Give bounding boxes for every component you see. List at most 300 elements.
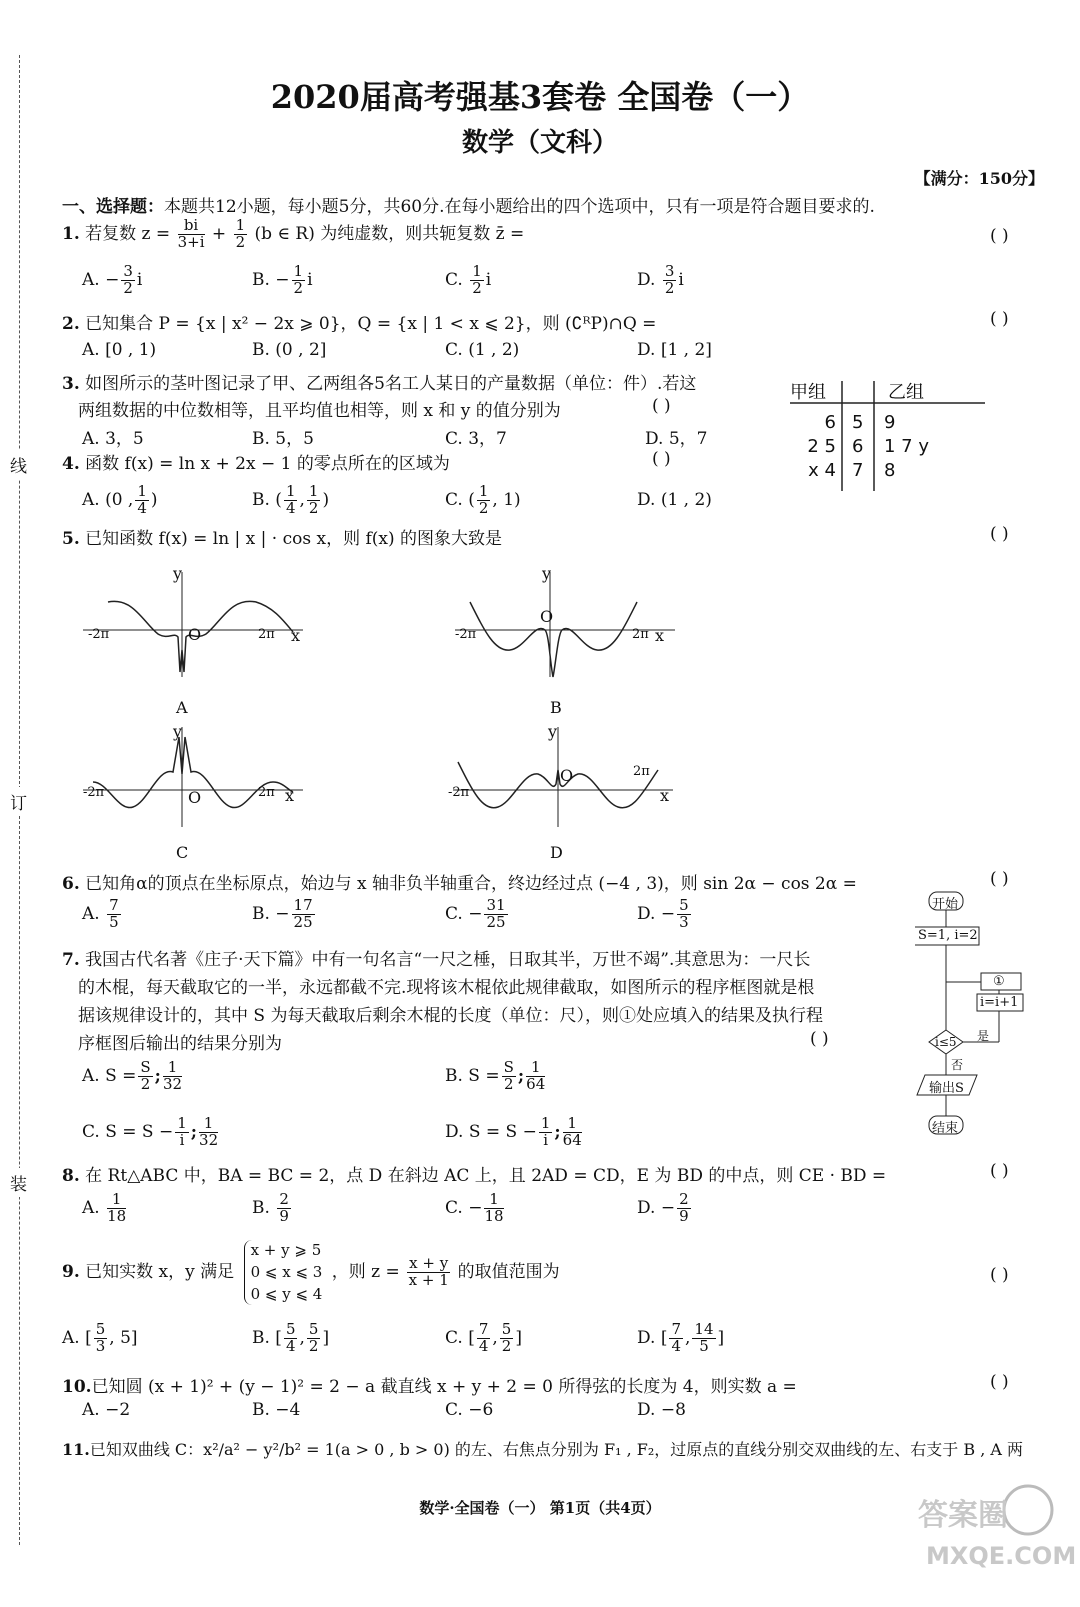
fraction xyxy=(484,1192,503,1225)
answer-bracket[interactable]: ( ) xyxy=(652,396,671,416)
fraction xyxy=(563,1116,582,1149)
question-text: 若复数 z = xyxy=(85,223,171,244)
numerator: 7 xyxy=(671,1320,682,1338)
numerator: 2 xyxy=(279,1190,289,1208)
fraction xyxy=(292,264,306,297)
answer-bracket[interactable]: ( ) xyxy=(990,1265,1009,1285)
option-tail: ] xyxy=(717,1327,725,1348)
question-text: 已知圆 (x + 1)² + (y − 1)² = 2 − a 截直线 x + y + 2 = 0 所得弦的长度为 4，则实数 a = xyxy=(91,1377,797,1397)
denominator: 5 xyxy=(109,912,119,931)
fraction xyxy=(484,898,507,931)
axis-y-label: y xyxy=(173,564,183,583)
right-leaves: 9 xyxy=(884,412,896,433)
origin-label: O xyxy=(188,625,202,644)
tick-neg: -2π xyxy=(448,785,470,800)
fraction xyxy=(669,1322,683,1355)
tick-pos: 2π xyxy=(258,785,275,800)
option-a[interactable]: A. −2 xyxy=(82,1400,131,1420)
option-a[interactable]: A. [0 , 1) xyxy=(82,340,157,360)
comma: , xyxy=(492,1327,498,1348)
numerator: 3 xyxy=(123,262,133,280)
answer-bracket[interactable]: ( ) xyxy=(810,1029,829,1049)
question-text: 已知双曲线 C：x²/a² − y²/b² = 1(a > 0 , b > 0) 的左、右焦点分别为 F₁ , F₂，过原点的直线分别交双曲线的左、右支于 B , A 两 xyxy=(89,1440,1024,1459)
separator: ; xyxy=(154,1065,161,1086)
constraint: 0 ⩽ y ⩽ 4 xyxy=(250,1284,323,1303)
question-text: 函数 f(x) = ln x + 2x − 1 的零点所在的区域为 xyxy=(85,454,450,474)
option-tail: ) xyxy=(150,489,158,510)
numerator: 1 xyxy=(285,482,296,500)
numerator: 1 xyxy=(199,1116,218,1133)
option-a[interactable]: A. 3，5 xyxy=(82,429,144,449)
question-text: 已知实数 x，y 满足 xyxy=(85,1262,235,1283)
numerator: 1 xyxy=(472,262,482,280)
constraint: x + y ⩾ 5 xyxy=(250,1241,322,1259)
denominator: 3 xyxy=(679,912,689,931)
denominator: 32 xyxy=(199,1130,219,1149)
question-8 xyxy=(62,1161,886,1186)
denominator: 2 xyxy=(664,278,675,297)
option-b[interactable]: B. −4 xyxy=(252,1400,301,1420)
flow-blank: ① xyxy=(993,974,1005,989)
option-d[interactable]: D. [1 , 2] xyxy=(637,340,712,360)
option-a[interactable] xyxy=(62,1322,138,1355)
section-heading xyxy=(62,192,875,217)
numerator: 1 xyxy=(308,482,319,500)
separator: ; xyxy=(554,1121,561,1142)
denominator: 18 xyxy=(484,1206,504,1225)
answer-bracket[interactable]: ( ) xyxy=(990,226,1009,246)
option-label: A. [ xyxy=(62,1327,92,1348)
option-label: A. − xyxy=(82,269,120,290)
question-text-tail: 的取值范围为 xyxy=(457,1262,560,1283)
axis-x-label: x xyxy=(285,786,295,805)
fraction xyxy=(135,484,149,517)
question-9 xyxy=(62,1240,560,1305)
watermark-text: MXQE.COM xyxy=(926,1542,1077,1570)
fraction xyxy=(199,1116,218,1149)
question-6 xyxy=(62,869,857,894)
numerator: 1 xyxy=(526,1060,545,1077)
option-b[interactable] xyxy=(252,264,313,297)
question-1 xyxy=(62,218,524,251)
option-label: C. − xyxy=(445,1197,483,1218)
option-label: C. xyxy=(445,269,469,290)
fraction xyxy=(677,1192,691,1225)
flow-init: S=1, i=2 xyxy=(918,928,978,943)
numerator: 7 xyxy=(109,896,119,914)
option-label: C. − xyxy=(445,903,483,924)
numerator: 1 xyxy=(107,1192,126,1209)
numerator: 2 xyxy=(679,1190,689,1208)
binding-char-staple: 订 xyxy=(10,787,27,816)
numerator: S xyxy=(140,1058,151,1076)
denominator: 2 xyxy=(503,1074,514,1093)
numerator: S xyxy=(503,1058,514,1076)
fraction xyxy=(175,1116,189,1149)
denominator: x + 1 xyxy=(408,1271,449,1290)
option-label: B. ( xyxy=(252,489,282,510)
option-label: D. − xyxy=(637,1197,676,1218)
option-d[interactable] xyxy=(637,264,684,297)
option-a[interactable] xyxy=(82,898,123,931)
option-label: C. S = S − xyxy=(82,1121,174,1142)
denominator: 4 xyxy=(285,1336,296,1355)
numerator: 1 xyxy=(478,482,489,500)
axis-y-label: y xyxy=(173,722,183,741)
option-label: D. xyxy=(637,269,661,290)
option-b[interactable] xyxy=(445,1060,547,1093)
graph-c[interactable] xyxy=(78,722,308,832)
separator: ; xyxy=(517,1065,525,1086)
section-label: 一、选择题： xyxy=(62,197,164,217)
watermark-logo-text: 答案圈 xyxy=(918,1498,1008,1533)
denominator: 4 xyxy=(285,498,296,517)
denominator: 2 xyxy=(235,232,246,251)
answer-bracket[interactable]: ( ) xyxy=(990,524,1009,544)
option-tail: , 5] xyxy=(109,1327,138,1348)
denominator: 5 xyxy=(699,1336,709,1355)
option-tail: , 1) xyxy=(492,489,521,510)
group-b-header: 乙组 xyxy=(888,382,924,403)
option-d[interactable] xyxy=(445,1116,584,1149)
origin-label: O xyxy=(540,607,554,626)
fraction xyxy=(292,898,315,931)
axis-x-label: x xyxy=(655,626,665,645)
question-3-line2: 两组数据的中位数相等，且平均值也相等，则 x 和 y 的值分别为 xyxy=(78,401,561,421)
answer-bracket[interactable]: ( ) xyxy=(990,869,1009,889)
fraction xyxy=(307,484,321,517)
denominator: i xyxy=(543,1130,548,1149)
question-number: 2. xyxy=(62,314,80,334)
fraction xyxy=(502,1060,516,1093)
denominator: 2 xyxy=(308,498,319,517)
graph-d[interactable] xyxy=(448,722,678,832)
graph-c-plot xyxy=(78,722,308,832)
denominator: 32 xyxy=(162,1074,183,1093)
numerator: 1 xyxy=(484,1192,503,1209)
fraction xyxy=(526,1060,545,1093)
option-label: C. [ xyxy=(445,1327,475,1348)
numerator: 5 xyxy=(308,1320,319,1338)
fraction xyxy=(121,264,135,297)
denominator: 4 xyxy=(478,1336,489,1355)
numerator: 5 xyxy=(501,1320,512,1338)
option-b[interactable] xyxy=(252,1192,293,1225)
question-number: 10. xyxy=(62,1377,92,1397)
option-c[interactable] xyxy=(445,898,510,931)
stem: 5 xyxy=(852,412,864,433)
denominator: 64 xyxy=(562,1130,582,1149)
option-label: A. xyxy=(82,1197,106,1218)
numerator: 5 xyxy=(95,1320,106,1338)
option-a[interactable] xyxy=(82,1060,184,1093)
numerator: 5 xyxy=(679,896,689,914)
origin-label: O xyxy=(560,766,574,785)
question-number: 3. xyxy=(62,374,80,394)
stem-leaf-plot xyxy=(790,376,995,496)
question-number: 4. xyxy=(62,454,80,474)
numerator: 31 xyxy=(486,896,506,914)
graph-d-label: D xyxy=(550,843,563,862)
axis-x-label: x xyxy=(291,626,301,645)
answer-bracket[interactable]: ( ) xyxy=(652,449,671,469)
question-number: 5. xyxy=(62,529,80,549)
question-4 xyxy=(62,449,450,474)
graph-b-label: B xyxy=(550,698,562,717)
flow-increment: i=i+1 xyxy=(980,995,1019,1010)
binding-char-line: 线 xyxy=(10,450,27,479)
option-label: D. [ xyxy=(637,1327,668,1348)
fraction xyxy=(470,264,484,297)
page-footer: 数学·全国卷（一） 第1页（共4页） xyxy=(419,1499,661,1517)
flow-yes: 是 xyxy=(977,1029,990,1043)
option-tail: i xyxy=(678,269,684,290)
question-7-line4: 序框图后输出的结果分别为 xyxy=(78,1034,282,1054)
flow-condition: i≤5 xyxy=(935,1035,957,1049)
question-5 xyxy=(62,524,502,549)
question-text-tail: (b ∈ R) 为纯虚数，则共轭复数 z̄ = xyxy=(254,223,525,244)
denominator: 4 xyxy=(137,498,147,517)
option-label: B. [ xyxy=(252,1327,282,1348)
option-c[interactable] xyxy=(445,1322,522,1355)
stem: 6 xyxy=(852,436,864,457)
graph-c-label: C xyxy=(176,843,189,862)
fraction xyxy=(477,1322,491,1355)
tick-neg: -2π xyxy=(83,785,105,800)
numerator: 1 xyxy=(177,1114,187,1132)
option-c[interactable] xyxy=(445,264,491,297)
fraction xyxy=(94,1322,108,1355)
comma: , xyxy=(299,1327,305,1348)
option-b[interactable] xyxy=(252,1322,329,1355)
right-leaves: 1 7 y xyxy=(884,436,929,457)
graph-a[interactable] xyxy=(78,562,308,692)
fraction xyxy=(234,218,248,251)
option-d[interactable] xyxy=(637,898,693,931)
fraction xyxy=(277,1192,291,1225)
option-label: D. − xyxy=(637,903,676,924)
denominator: 2 xyxy=(472,278,482,297)
option-d[interactable] xyxy=(637,490,712,510)
tick-pos: 2π xyxy=(258,627,275,642)
denominator: 2 xyxy=(308,1336,319,1355)
fraction xyxy=(163,1060,182,1093)
denominator: i xyxy=(179,1130,185,1149)
question-text: 已知角α的顶点在坐标原点，始边与 x 轴非负半轴重合，终边经过点 (−4 , 3)，则 sin 2α − cos 2α = xyxy=(85,874,857,894)
left-leaves: 6 xyxy=(824,412,836,433)
option-a[interactable] xyxy=(82,1192,128,1225)
numerator: x + y xyxy=(409,1254,449,1273)
option-label: A. (0 , xyxy=(82,489,134,510)
fraction xyxy=(539,1116,553,1149)
graph-b[interactable] xyxy=(450,562,680,692)
axis-x-label: x xyxy=(660,786,670,805)
numerator: 5 xyxy=(285,1320,296,1338)
denominator: 9 xyxy=(679,1206,689,1225)
question-text: 已知集合 P = {x | x² − 2x ⩾ 0}，Q = {x | 1 < x ⩽ 2}，则 (∁ᴿP)∩Q = xyxy=(85,314,657,334)
option-d[interactable]: D. 5，7 xyxy=(645,429,708,449)
question-number: 11. xyxy=(62,1440,90,1459)
numerator: 14 xyxy=(694,1320,714,1338)
option-label: B. − xyxy=(252,903,290,924)
constraint: 0 ⩽ x ⩽ 3 xyxy=(250,1262,323,1281)
option-label: B. xyxy=(252,1197,276,1218)
question-7-line3: 据该规律设计的，其中 S 为每天截取后剩余木棍的长度（单位：尺），则①处应填入的结果及执行程 xyxy=(78,1006,823,1026)
answer-bracket[interactable]: ( ) xyxy=(990,1161,1009,1181)
numerator: 1 xyxy=(235,216,246,234)
question-7 xyxy=(62,945,810,970)
question-number: 8. xyxy=(62,1166,80,1186)
flowchart xyxy=(915,890,1040,1140)
question-3 xyxy=(62,369,696,394)
tick-pos: 2π xyxy=(633,764,650,779)
option-label: B. − xyxy=(252,269,290,290)
option-d[interactable]: D. −8 xyxy=(637,1400,686,1420)
denominator: 25 xyxy=(293,912,313,931)
axis-y-label: y xyxy=(548,722,558,741)
option-c[interactable] xyxy=(445,1192,506,1225)
question-10 xyxy=(62,1372,797,1397)
option-b[interactable] xyxy=(252,898,317,931)
flow-end: 结束 xyxy=(932,1121,959,1136)
denominator: 2 xyxy=(293,278,304,297)
option-label: B. S = xyxy=(445,1065,500,1086)
option-d[interactable] xyxy=(637,1192,693,1225)
fraction xyxy=(107,898,121,931)
fraction xyxy=(138,1060,152,1093)
option-label: A. xyxy=(82,903,106,924)
option-c[interactable] xyxy=(445,484,521,517)
right-leaves: 8 xyxy=(884,460,896,481)
group-a-header: 甲组 xyxy=(790,382,826,403)
question-number: 1. xyxy=(62,223,80,244)
fraction xyxy=(692,1322,715,1355)
denominator: 18 xyxy=(107,1206,127,1225)
denominator: 2 xyxy=(140,1074,151,1093)
option-tail: ] xyxy=(322,1327,330,1348)
option-b[interactable] xyxy=(252,484,329,517)
question-text: 在 Rt△ABC 中，BA = BC = 2，点 D 在斜边 AC 上，且 2AD = CD，E 为 BD 的中点，则 CE · BD = xyxy=(85,1166,887,1186)
left-leaves: x 4 xyxy=(808,460,836,481)
numerator: 7 xyxy=(478,1320,489,1338)
binding-char-bind: 装 xyxy=(10,1168,27,1197)
fraction xyxy=(307,1322,321,1355)
comma: , xyxy=(299,489,305,510)
denominator: 2 xyxy=(478,498,489,517)
option-c[interactable] xyxy=(82,1116,220,1149)
numerator: 1 xyxy=(163,1060,182,1077)
option-label: D. (1 , 2) xyxy=(637,490,712,510)
page-title: 2020届高考强基3套卷 全国卷（一） xyxy=(270,78,810,116)
question-text: 我国古代名著《庄子·天下篇》中有一句名言“一尺之棰，日取其半，万世不竭”.其意思为：一尺长 xyxy=(85,950,811,970)
section-instructions: 本题共12小题，每小题5分，共60分.在每小题给出的四个选项中，只有一项是符合题目要求的. xyxy=(164,197,875,217)
fraction xyxy=(500,1322,514,1355)
stem: 7 xyxy=(852,460,864,481)
fraction xyxy=(178,218,205,251)
option-a[interactable] xyxy=(82,484,158,517)
option-label: C. ( xyxy=(445,489,475,510)
option-c[interactable]: C. 3，7 xyxy=(445,429,507,449)
question-11 xyxy=(62,1437,1023,1460)
fraction xyxy=(107,1192,126,1225)
numerator: 17 xyxy=(293,896,313,914)
flow-start: 开始 xyxy=(932,897,959,912)
option-b[interactable]: B. 5，5 xyxy=(252,429,314,449)
fraction xyxy=(284,1322,298,1355)
option-b[interactable]: B. (0 , 2] xyxy=(252,340,327,360)
option-a[interactable] xyxy=(82,264,142,297)
fraction xyxy=(284,484,298,517)
numerator: 1 xyxy=(563,1116,582,1133)
left-leaves: 2 5 xyxy=(807,436,836,457)
axis-y-label: y xyxy=(542,564,552,583)
option-label: D. S = S − xyxy=(445,1121,537,1142)
answer-bracket[interactable]: ( ) xyxy=(990,1372,1009,1392)
question-text: 如图所示的茎叶图记录了甲、乙两组各5名工人某日的产量数据（单位：件）.若这 xyxy=(85,374,697,394)
numerator: 3 xyxy=(664,262,675,280)
option-tail: i xyxy=(485,269,492,290)
denominator: 25 xyxy=(486,912,506,931)
tick-neg: -2π xyxy=(455,627,477,642)
graph-a-label: A xyxy=(176,698,188,717)
numerator: 1 xyxy=(293,262,304,280)
page-subtitle: 数学（文科） xyxy=(461,128,618,158)
question-text-mid: ，则 z = xyxy=(331,1262,400,1283)
numerator: 1 xyxy=(540,1114,551,1132)
question-number: 7. xyxy=(62,950,80,970)
denominator: 3+i xyxy=(177,232,205,251)
option-tail: ] xyxy=(515,1327,522,1348)
tick-pos: 2π xyxy=(632,627,649,642)
question-7-line2: 的木棍，每天截取它的一半，永远都截不完.现将该木棍依此规律截取，如图所示的程序框图就是根 xyxy=(78,978,815,998)
option-tail: ) xyxy=(322,489,330,510)
denominator: 2 xyxy=(501,1336,512,1355)
numerator: bi xyxy=(178,218,205,235)
option-d[interactable] xyxy=(637,1322,724,1355)
fraction xyxy=(407,1256,450,1289)
denominator: 64 xyxy=(526,1074,546,1093)
question-number: 9. xyxy=(62,1262,80,1283)
fraction xyxy=(677,898,691,931)
tick-neg: -2π xyxy=(88,627,110,642)
option-c[interactable]: C. (1 , 2) xyxy=(445,340,520,360)
fraction xyxy=(477,484,491,517)
answer-bracket[interactable]: ( ) xyxy=(990,309,1009,329)
option-label: A. S = xyxy=(82,1065,137,1086)
separator: ; xyxy=(190,1121,198,1142)
constraint-system xyxy=(244,1240,323,1305)
question-text: 已知函数 f(x) = ln | x | · cos x，则 f(x) 的图象大致是 xyxy=(85,529,503,549)
comma: , xyxy=(685,1327,691,1348)
flow-no: 否 xyxy=(951,1058,964,1072)
denominator: 4 xyxy=(671,1336,682,1355)
denominator: 2 xyxy=(123,278,133,297)
numerator: 1 xyxy=(137,482,147,500)
flow-output: 输出S xyxy=(929,1081,964,1096)
origin-label: O xyxy=(188,788,202,807)
option-c[interactable]: C. −6 xyxy=(445,1400,494,1420)
watermark xyxy=(898,1480,1077,1580)
denominator: 9 xyxy=(279,1206,289,1225)
denominator: 3 xyxy=(95,1336,106,1355)
full-score: 【满分：150分】 xyxy=(914,169,1044,188)
question-2 xyxy=(62,309,656,334)
question-number: 6. xyxy=(62,874,80,894)
option-tail: i xyxy=(307,269,313,290)
fraction xyxy=(663,264,677,297)
plus-sign: + xyxy=(211,223,227,244)
option-tail: i xyxy=(136,269,143,290)
